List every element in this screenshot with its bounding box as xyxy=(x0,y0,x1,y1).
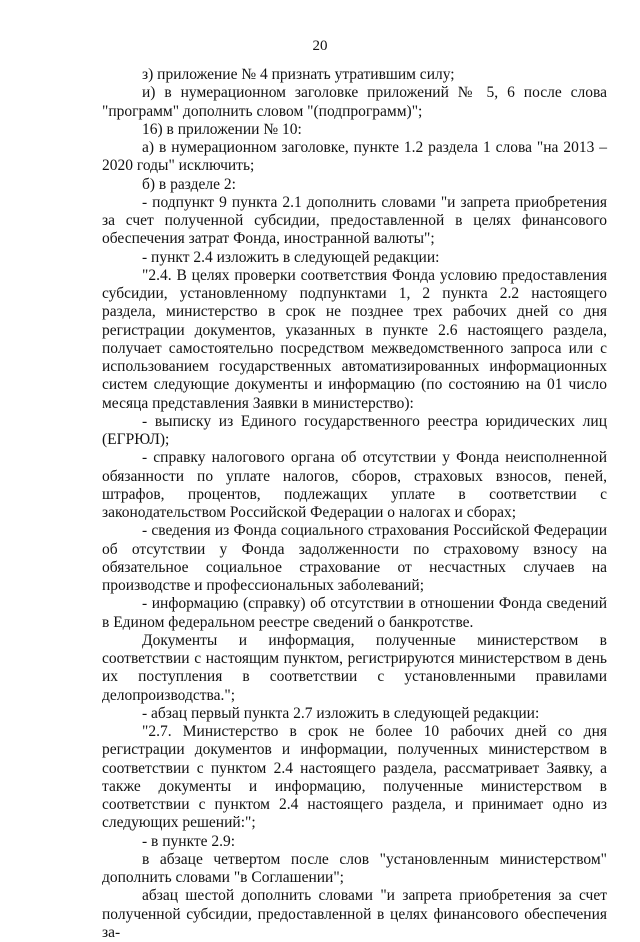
paragraph: "2.4. В целях проверки соответствия Фонда условию предоставления субсидии, установленному подпунктами 1, 2 пункта 2.2 настоящего раздела, министерство в срок не позднее трех рабочих дней со дня регистрации документов, указанных в пункте 2.6 настоящего раздела, получает самостоятельно посредством межведомственного запроса или с использованием государственных автоматизированных информационных систем следующие документы и информацию (по состоянию на 01 число месяца представления Заявки в министерство): xyxy=(102,266,607,412)
paragraph: - пункт 2.4 изложить в следующей редакции: xyxy=(142,248,440,266)
paragraph: "2.7. Министерство в срок не более 10 рабочих дней со дня регистрации документов и информации, полученных министерством в соответствии с пунктом 2.4 настоящего раздела, рассматривает Заявку, а также документы и информацию, полученные министерством в соответствии с пунктом 2.4 настоящего раздела, и принимает одно из следующих решений:"; xyxy=(102,723,607,832)
paragraph: - подпункт 9 пункта 2.1 дополнить словами "и запрета приобретения за счет полученной субсидии, предоставленной в целях финансового обеспечения затрат Фонда, иностранной валюты"; xyxy=(102,193,607,248)
paragraph: - справку налогового органа об отсутствии у Фонда неисполненной обязанности по уплате налогов, сборов, страховых взносов, пеней, штрафов, процентов, подлежащих уплате в соответствии с законодательством Российской Федерации о налогах и сборах; xyxy=(102,449,607,521)
paragraph: Документы и информация, полученные министерством в соответствии с настоящим пунктом, регистрируются министерством в день их поступления в соответствии с установленными правилами делопроизводства."; xyxy=(102,631,607,704)
paragraph: а) в нумерационном заголовке, пункте 1.2 раздела 1 слова "на 2013 – 2020 годы" исключить; xyxy=(102,139,607,175)
document-body xyxy=(102,66,607,942)
paragraph: - информацию (справку) об отсутствии в отношении Фонда сведений в Едином федеральном реестре сведений о банкротстве. xyxy=(102,595,607,631)
paragraph: - сведения из Фонда социального страхования Российской Федерации об отсутствии у Фонда задолженности по страховому взносу на обязательное социальное страхование от несчастных случаев на производстве и профессиональных заболеваний; xyxy=(102,522,607,594)
paragraph: - выписку из Единого государственного реестра юридических лиц (ЕГРЮЛ); xyxy=(102,412,607,448)
paragraph: з) приложение № 4 признать утратившим силу; xyxy=(142,66,455,83)
paragraph: абзац шестой дополнить словами "и запрета приобретения за счет полученной субсидии, предоставленной в целях финансового обеспечения за- xyxy=(102,887,607,941)
paragraph: - абзац первый пункта 2.7 изложить в следующей редакции: xyxy=(142,704,540,722)
paragraph: и) в нумерационном заголовке приложений № 5, 6 после слова "программ" дополнить словом "(подпрограмм)"; xyxy=(102,84,607,120)
paragraph: - в пункте 2.9: xyxy=(142,832,236,850)
paragraph: 16) в приложении № 10: xyxy=(142,120,302,138)
paragraph: б) в разделе 2: xyxy=(142,175,236,193)
page-number: 20 xyxy=(312,38,328,54)
paragraph: в абзаце четвертом после слов "установленным министерством" дополнить словами "в Соглашении"; xyxy=(102,850,607,886)
